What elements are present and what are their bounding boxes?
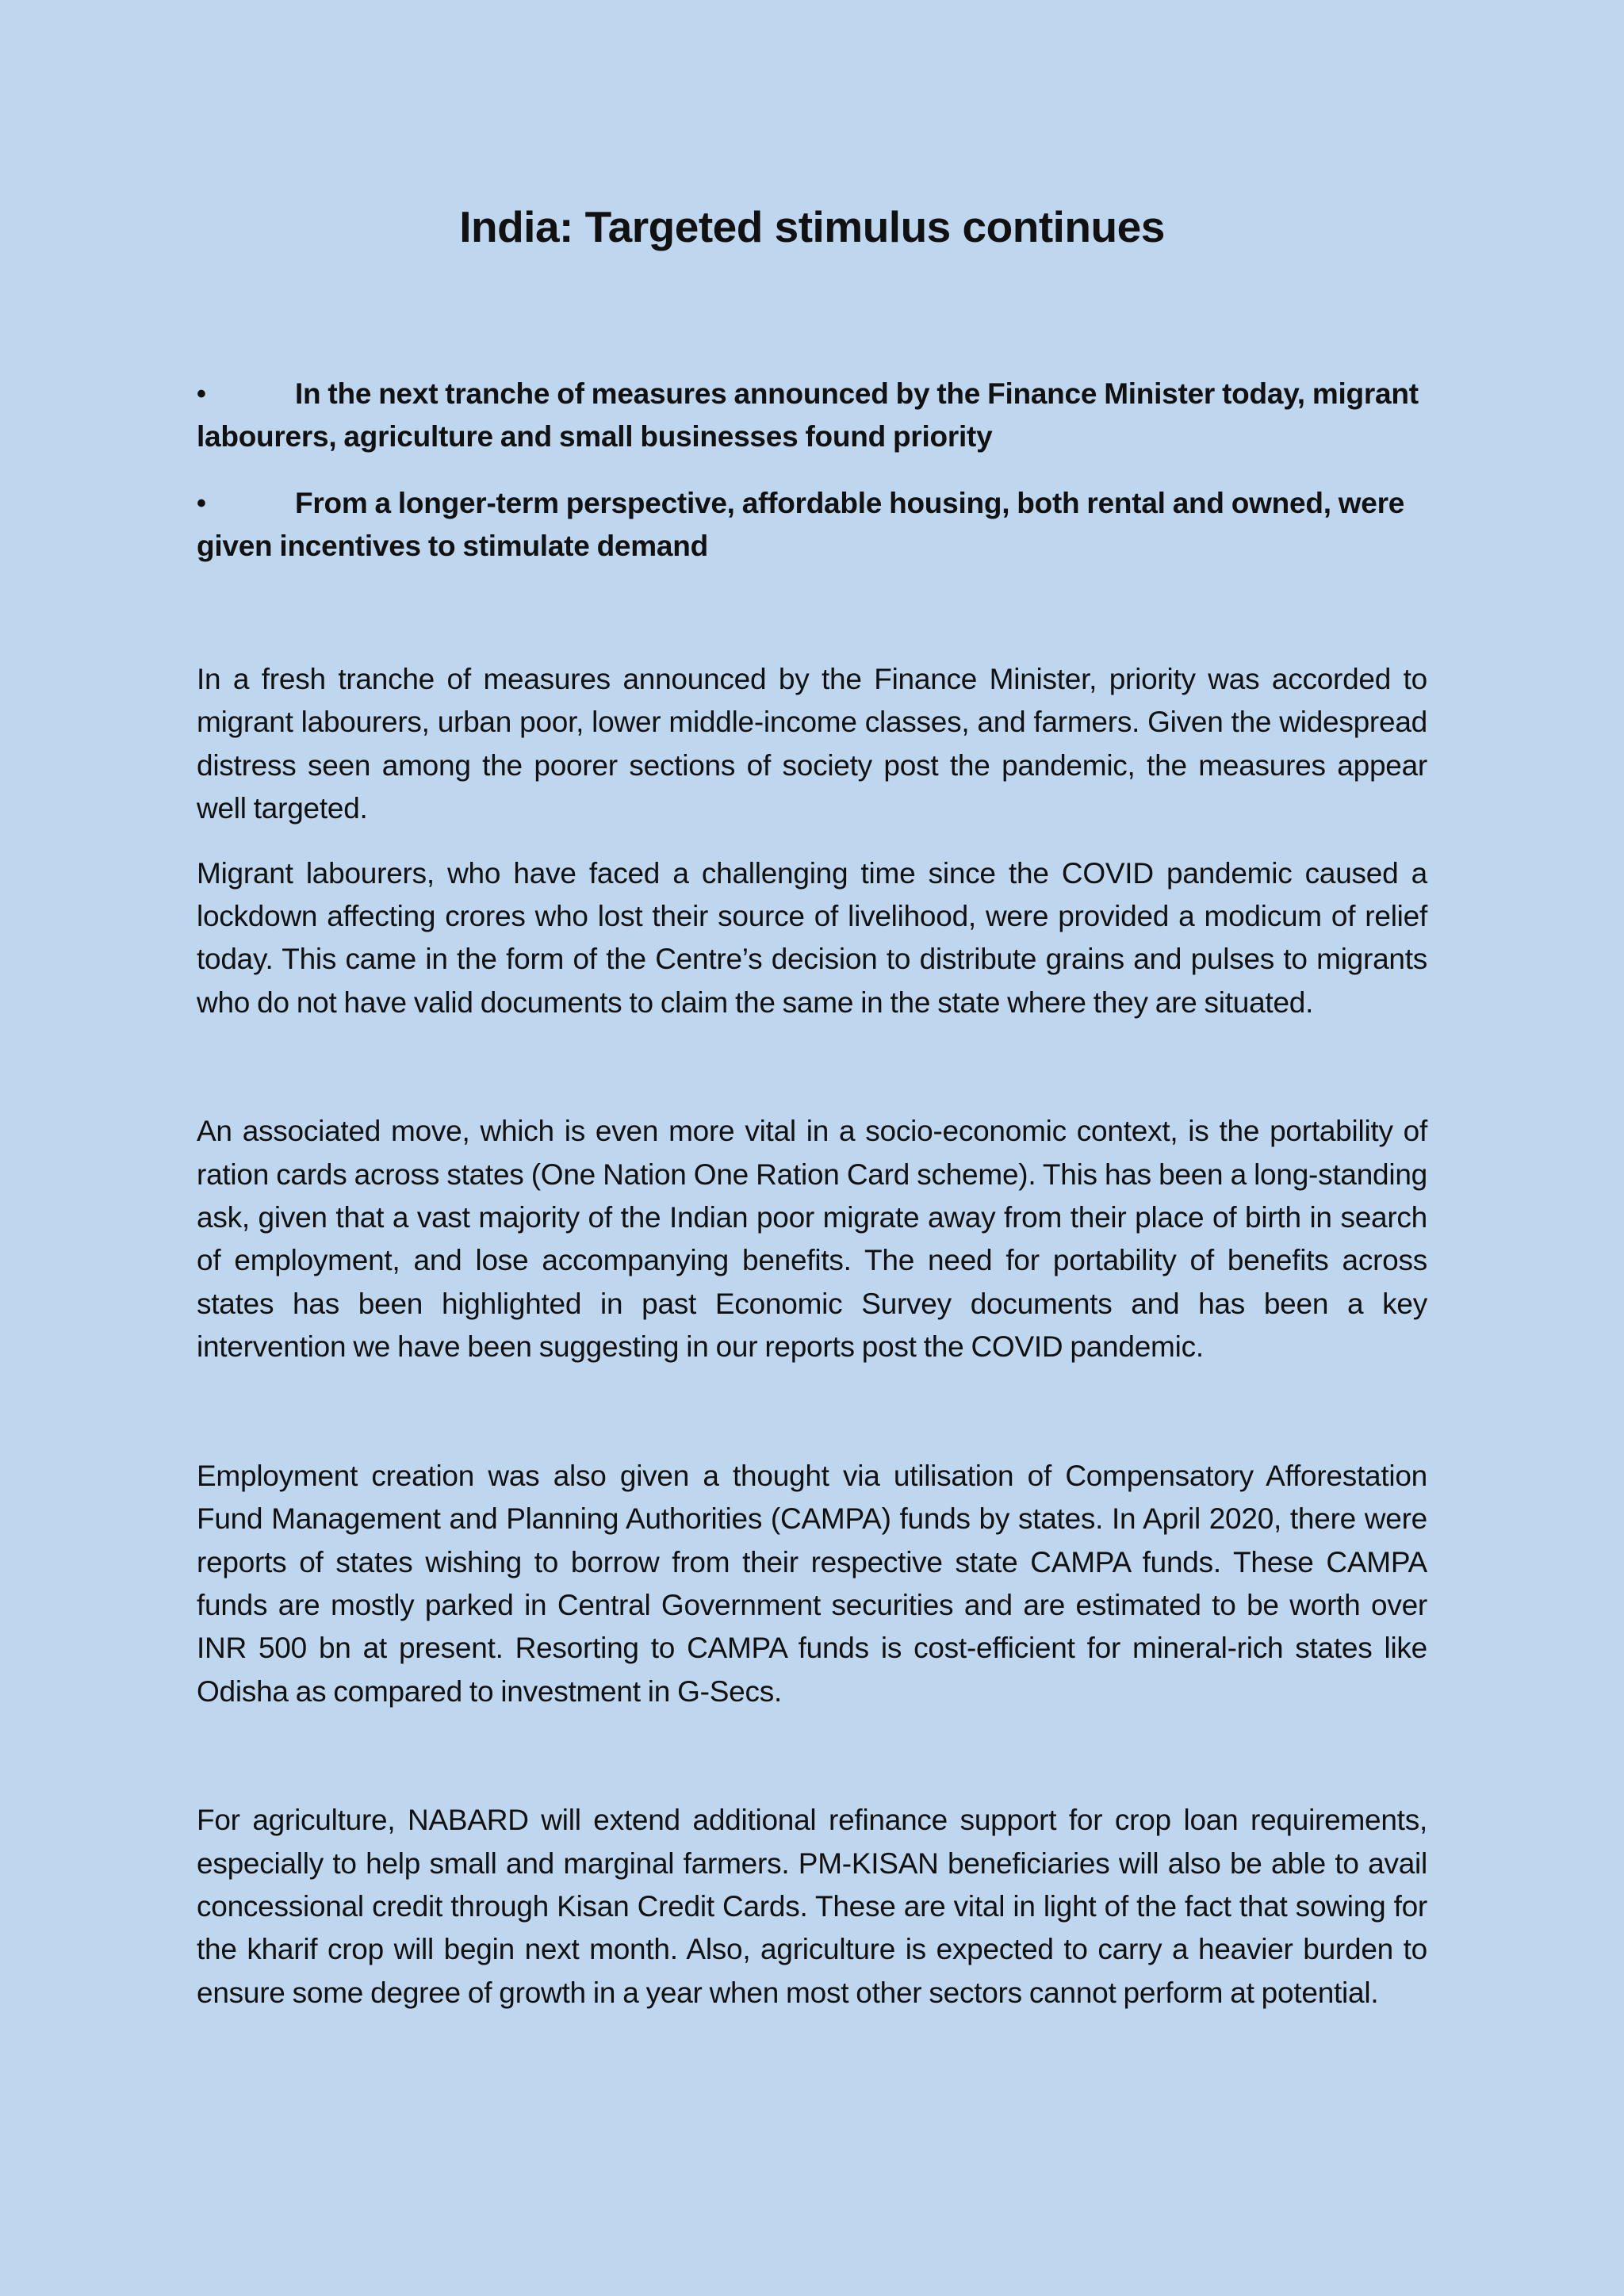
key-point-2: [197, 482, 1427, 568]
paragraph-1: In a fresh tranche of measures announced by the Finance Minister, priority was accorded to migrant labourers, urban poor, lower middle-income classes, and farmers. Given the widespread distress seen among the poorer sections of society post the pandemic, the measures appear well targeted.: [197, 663, 1427, 825]
paragraph-2: Migrant labourers, who have faced a challenging time since the COVID pandemic caused a lockdown affecting crores who lost their source of livelihood, were provided a modicum of relief today. This came in the form of the Centre’s decision to distribute grains and pulses to migrants who do not have valid documents to claim the same in the state where they are situated.: [197, 856, 1427, 1019]
page-title: India: Targeted stimulus continues: [459, 202, 1165, 251]
paragraph-4: Employment creation was also given a thought via utilisation of Compensatory Afforestation Fund Management and Planning Authorities (CAMPA) funds by states. In April 2020, there were reports of states wishing to borrow from their respective state CAMPA funds. These CAMPA funds are mostly parked in Central Government securities and are estimated to be worth over INR 500 bn at present. Resorting to CAMPA funds is cost-efficient for mineral-rich states like Odisha as compared to investment in G-Secs.: [197, 1459, 1427, 1708]
key-points-list: [197, 373, 1427, 568]
paragraph-5: For agriculture, NABARD will extend additional refinance support for crop loan requirements, especially to help small and marginal farmers. PM-KISAN beneficiaries will also be able to avail concessional credit through Kisan Credit Cards. These are vital in light of the fact that sowing for the kharif crop will begin next month. Also, agriculture is expected to carry a heavier burden to ensure some degree of growth in a year when most other sectors cannot perform at potential.: [197, 1804, 1427, 2009]
bullet-icon: •: [197, 379, 206, 409]
article-body: [197, 658, 1427, 2015]
key-point-1: [197, 373, 1427, 458]
paragraph-3: An associated move, which is even more vital in a socio-economic context, is the portability of ration cards across states (One Nation One Ration Card scheme). This has been a long-standing ask, given that a vast majority of the Indian poor migrate away from their place of birth in search of employment, and lose accompanying benefits. The need for portability of benefits across states has been highlighted in past Economic Survey documents and has been a key intervention we have been suggesting in our reports post the COVID pandemic.: [197, 1115, 1427, 1364]
key-point-text: From a longer-term perspective, affordable housing, both rental and owned, were given incentives to stimulate demand: [197, 487, 1405, 562]
bullet-icon: •: [197, 488, 206, 519]
document-content: [197, 197, 1427, 2015]
key-point-text: In the next tranche of measures announced by the Finance Minister today, migrant labourers, agriculture and small businesses found priority: [197, 377, 1419, 453]
